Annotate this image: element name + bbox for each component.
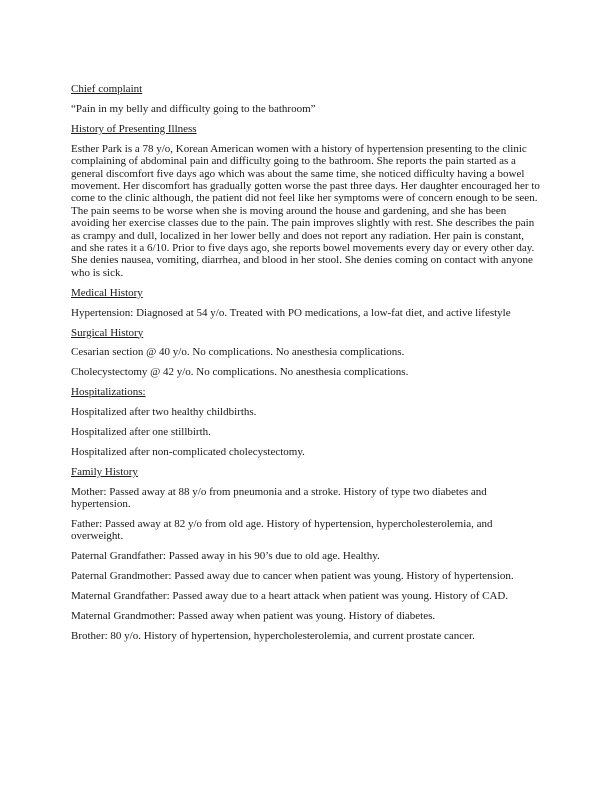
section-heading: Surgical History bbox=[71, 326, 144, 339]
paragraph: Cesarian section @ 40 y/o. No complications. No anesthesia complications. bbox=[71, 346, 405, 359]
paragraph: Mother: Passed away at 88 y/o from pneumonia and a stroke. History of type two diabetes and hypertension. bbox=[71, 485, 487, 511]
section-history-of-presenting-illness bbox=[71, 123, 541, 279]
paragraph: “Pain in my belly and difficulty going to the bathroom” bbox=[71, 102, 316, 115]
paragraph: Maternal Grandfather: Passed away due to a heart attack when patient was young. History of CAD. bbox=[71, 590, 509, 603]
document-page bbox=[71, 83, 541, 650]
section-heading: Hospitalizations: bbox=[71, 386, 146, 399]
section-heading: History of Presenting Illness bbox=[71, 122, 197, 135]
paragraph: Esther Park is a 78 y/o, Korean American women with a history of hypertension presenting to the clinic complaining of abdominal pain and difficulty going to the bathroom. She reports the pain started as a general discomfort five days ago which was about the same time, she noticed difficulty having a bowel movement. Her discomfort has gradually gotten worse the past three days. Her daughter encouraged her to come to the clinic although, the patient did not feel like her symptoms were of concern enough to be seen. The pain seems to be worse when she is moving around the house and gardening, and she has been avoiding her exercise classes due to the pain. The pain improves slightly with rest. She describes the pain as crampy and dull, localized in her lower belly and does not report any radiation. Her pain is constant, and she rates it a 6/10. Prior to five days ago, she reports bowel movements every day or every other day. She denies nausea, vomiting, diarrhea, and blood in her stool. She denies coming on contact with anyone who is sick. bbox=[71, 142, 540, 279]
section-heading: Chief complaint bbox=[71, 83, 143, 95]
paragraph: Father: Passed away at 82 y/o from old age. History of hypertension, hypercholesterolemia, and overweight. bbox=[71, 518, 493, 543]
paragraph: Hypertension: Diagnosed at 54 y/o. Treated with PO medications, a low-fat diet, and active lifestyle bbox=[71, 306, 511, 319]
paragraph: Brother: 80 y/o. History of hypertension, hypercholesterolemia, and current prostate cancer. bbox=[71, 630, 475, 642]
section-chief-complaint bbox=[71, 83, 541, 115]
section-hospitalizations bbox=[71, 386, 541, 458]
paragraph: Paternal Grandfather: Passed away in his 90’s due to old age. Healthy. bbox=[71, 550, 380, 563]
section-heading: Family History bbox=[71, 465, 138, 478]
paragraph: Paternal Grandmother: Passed away due to cancer when patient was young. History of hypertension. bbox=[71, 570, 514, 583]
section-family-history bbox=[71, 466, 541, 643]
paragraph: Hospitalized after one stillbirth. bbox=[71, 426, 211, 439]
paragraph: Hospitalized after two healthy childbirths. bbox=[71, 406, 257, 419]
paragraph: Hospitalized after non-complicated cholecystectomy. bbox=[71, 445, 305, 458]
section-medical-history bbox=[71, 287, 541, 319]
section-surgical-history bbox=[71, 327, 541, 379]
paragraph: Maternal Grandmother: Passed away when patient was young. History of diabetes. bbox=[71, 610, 436, 623]
paragraph: Cholecystectomy @ 42 y/o. No complications. No anesthesia complications. bbox=[71, 366, 409, 379]
section-heading: Medical History bbox=[71, 286, 143, 299]
